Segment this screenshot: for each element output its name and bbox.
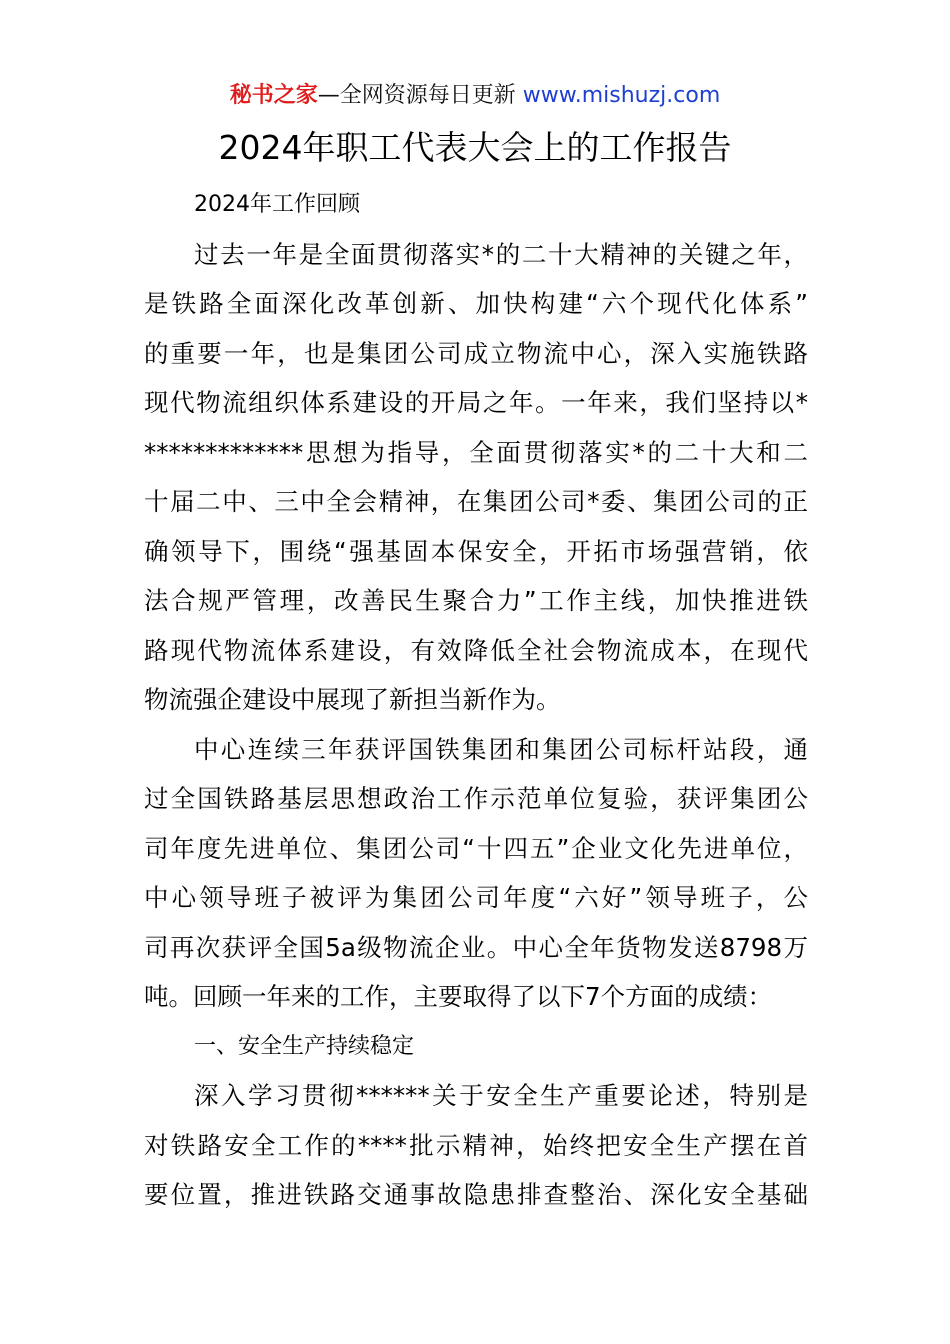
- paragraph-line: 过去一年是全面贯彻落实*的二十大精神的关键之年，: [194, 239, 808, 269]
- paragraph-line: 中心领导班子被评为集团公司年度“六好”领导班子，公: [144, 883, 808, 912]
- paragraph-line: 司再次获评全国5a级物流企业。中心全年货物发送8798万: [144, 932, 808, 962]
- site-slogan: —全网资源每日更新: [317, 83, 516, 108]
- paragraph-line: 确领导下，围绕“强基固本保安全，开拓市场强营销，依: [144, 536, 808, 566]
- paragraph-line: *************思想为指导，全面贯彻落实*的二十大和二: [144, 437, 808, 467]
- paragraph-line: 法合规严管理，改善民生聚合力”工作主线，加快推进铁: [144, 586, 808, 615]
- paragraph-line: 要位置，推进铁路交通事故隐患排查整治、深化安全基础: [144, 1180, 808, 1209]
- paragraph-line: 中心连续三年获评国铁集团和集团公司标杆站段，通: [194, 734, 808, 764]
- paragraph-line: 的重要一年，也是集团公司成立物流中心，深入实施铁路: [144, 338, 808, 368]
- paragraph-line: 现代物流组织体系建设的开局之年。一年来，我们坚持以*: [144, 388, 808, 417]
- paragraph-line: 十届二中、三中全会精神，在集团公司*委、集团公司的正: [144, 487, 808, 516]
- paragraph-line: 深入学习贯彻******关于安全生产重要论述，特别是: [194, 1081, 808, 1110]
- section-heading-review: 2024年工作回顾: [194, 192, 360, 217]
- paragraph-line: 吨。回顾一年来的工作，主要取得了以下7个方面的成绩：: [144, 982, 773, 1011]
- site-brand: 秘书之家: [229, 83, 318, 108]
- paragraph-line: 路现代物流体系建设，有效降低全社会物流成本，在现代: [144, 635, 808, 665]
- document-body: [144, 180, 808, 1220]
- paragraph-line: 对铁路安全工作的****批示精神，始终把安全生产摆在首: [144, 1130, 808, 1160]
- site-url-link[interactable]: www.mishuzj.com: [522, 83, 721, 108]
- paragraph-line: 过全国铁路基层思想政治工作示范单位复验，获评集团公: [144, 784, 808, 813]
- paragraph-line: 司年度先进单位、集团公司“十四五”企业文化先进单位，: [144, 833, 808, 863]
- paragraph-line: 物流强企建设中展现了新担当新作为。: [144, 685, 561, 714]
- section-heading-safety: 一、安全生产持续稳定: [194, 1033, 415, 1059]
- paragraph-line: 是铁路全面深化改革创新、加快构建“六个现代化体系”: [144, 289, 808, 318]
- site-header: [0, 78, 950, 114]
- document-title: 2024年职工代表大会上的工作报告: [218, 128, 732, 167]
